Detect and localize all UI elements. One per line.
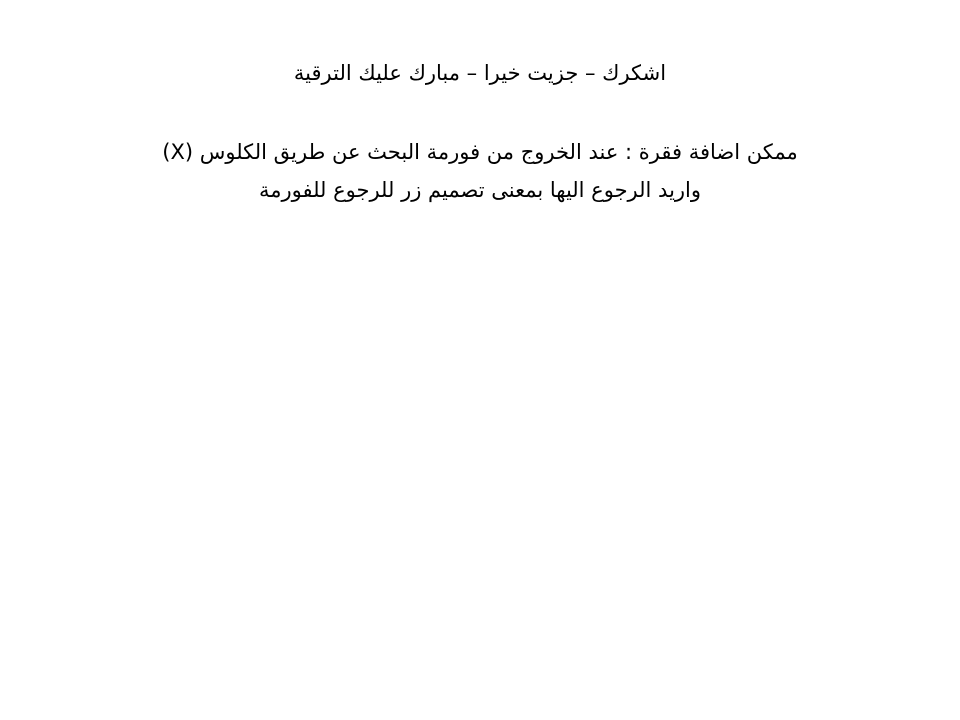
body-line-2: واريد الرجوع اليها بمعنى تصميم زر للرجوع للفورمة [258,178,702,202]
body-line-1: ممكن اضافة فقرة : عند الخروج من فورمة البحث عن طريق الكلوس (X) [162,140,798,164]
slide-body [40,133,920,209]
slide-title: اشكرك – جزيت خيرا – مبارك عليك الترقية [293,61,667,85]
